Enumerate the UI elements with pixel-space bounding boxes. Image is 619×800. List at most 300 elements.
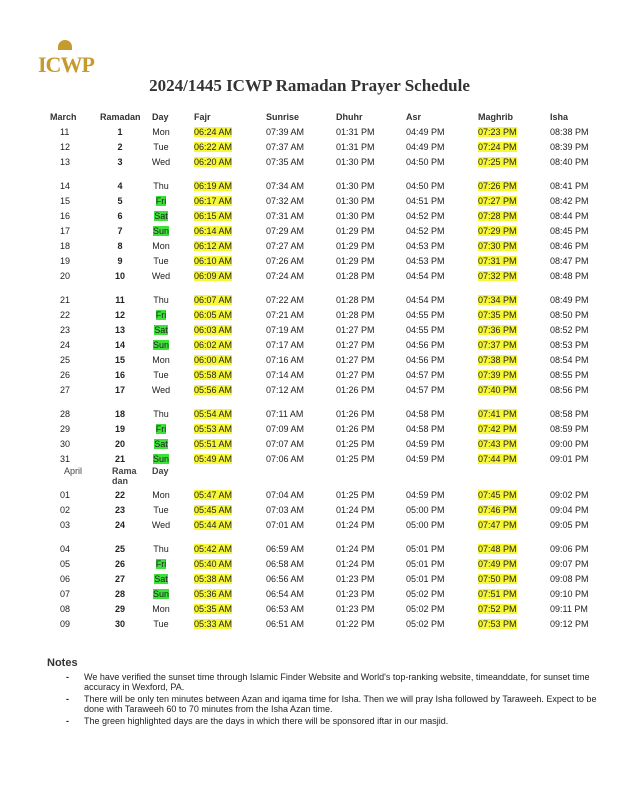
cell-dhuhr: 01:28 PM bbox=[336, 295, 375, 305]
cell-maghrib bbox=[478, 559, 517, 569]
cell-ramadan-day: 12 bbox=[114, 310, 125, 320]
cell-fajr bbox=[194, 340, 232, 350]
cell-isha: 08:38 PM bbox=[550, 127, 589, 137]
cell-weekday: Thu bbox=[153, 181, 169, 191]
cell-maghrib bbox=[478, 256, 517, 266]
cell-dhuhr: 01:31 PM bbox=[336, 127, 375, 137]
cell-maghrib-value: 07:41 PM bbox=[478, 409, 517, 419]
cell-fajr bbox=[194, 370, 232, 380]
cell-weekday bbox=[148, 439, 174, 449]
cell-isha: 09:05 PM bbox=[550, 520, 589, 530]
cell-maghrib-value: 07:34 PM bbox=[478, 295, 517, 305]
cell-date: 26 bbox=[60, 370, 71, 380]
cell-maghrib bbox=[478, 142, 517, 152]
cell-weekday-value: Sun bbox=[152, 226, 169, 236]
cell-sunrise: 07:32 AM bbox=[266, 196, 305, 206]
cell-asr: 05:00 PM bbox=[406, 505, 445, 515]
cell-ramadan-day: 30 bbox=[114, 619, 125, 629]
cell-ramadan-day: 1 bbox=[117, 127, 123, 137]
cell-asr: 05:02 PM bbox=[406, 619, 445, 629]
cell-isha: 09:04 PM bbox=[550, 505, 589, 515]
cell-maghrib-value: 07:49 PM bbox=[478, 559, 517, 569]
cell-fajr bbox=[194, 544, 232, 554]
cell-ramadan-day: 21 bbox=[114, 454, 125, 464]
cell-date: 05 bbox=[60, 559, 71, 569]
cell-asr: 04:49 PM bbox=[406, 142, 445, 152]
cell-isha: 08:40 PM bbox=[550, 157, 589, 167]
cell-weekday bbox=[148, 559, 174, 569]
cell-date: 02 bbox=[60, 505, 71, 515]
cell-maghrib bbox=[478, 310, 517, 320]
cell-fajr-value: 06:09 AM bbox=[194, 271, 233, 281]
cell-fajr-value: 06:12 AM bbox=[194, 241, 233, 251]
cell-asr: 04:55 PM bbox=[406, 325, 445, 335]
cell-asr: 04:57 PM bbox=[406, 370, 445, 380]
cell-weekday-value: Fri bbox=[155, 424, 167, 434]
cell-fajr bbox=[194, 211, 232, 221]
cell-fajr-value: 05:54 AM bbox=[194, 409, 233, 419]
cell-fajr-value: 05:47 AM bbox=[194, 490, 233, 500]
cell-date: 06 bbox=[60, 574, 71, 584]
cell-isha: 08:55 PM bbox=[550, 370, 589, 380]
cell-maghrib bbox=[478, 589, 517, 599]
cell-asr: 04:55 PM bbox=[406, 310, 445, 320]
cell-weekday: Wed bbox=[151, 385, 171, 395]
note-bullet: - bbox=[66, 716, 69, 726]
cell-fajr bbox=[194, 241, 232, 251]
cell-dhuhr: 01:28 PM bbox=[336, 271, 375, 281]
cell-weekday-value: Fri bbox=[155, 196, 167, 206]
cell-maghrib-value: 07:52 PM bbox=[478, 604, 517, 614]
cell-isha: 08:53 PM bbox=[550, 340, 589, 350]
cell-date: 17 bbox=[60, 226, 71, 236]
cell-ramadan-day: 8 bbox=[117, 241, 123, 251]
cell-asr: 05:01 PM bbox=[406, 559, 445, 569]
cell-maghrib-value: 07:51 PM bbox=[478, 589, 517, 599]
cell-asr: 05:02 PM bbox=[406, 589, 445, 599]
cell-maghrib-value: 07:37 PM bbox=[478, 340, 517, 350]
cell-ramadan-day: 4 bbox=[117, 181, 123, 191]
cell-fajr-value: 06:10 AM bbox=[194, 256, 233, 266]
cell-maghrib-value: 07:47 PM bbox=[478, 520, 517, 530]
cell-fajr-value: 06:02 AM bbox=[194, 340, 233, 350]
header-ramadan-april: Rama dan bbox=[112, 466, 137, 486]
cell-sunrise: 06:58 AM bbox=[266, 559, 305, 569]
cell-sunrise: 07:19 AM bbox=[266, 325, 305, 335]
cell-fajr bbox=[194, 157, 232, 167]
cell-ramadan-day: 11 bbox=[115, 295, 125, 305]
cell-isha: 08:50 PM bbox=[550, 310, 589, 320]
cell-ramadan-day: 9 bbox=[117, 256, 123, 266]
cell-isha: 08:54 PM bbox=[550, 355, 589, 365]
cell-fajr bbox=[194, 256, 232, 266]
cell-fajr bbox=[194, 385, 232, 395]
cell-asr: 04:59 PM bbox=[406, 454, 445, 464]
cell-isha: 08:42 PM bbox=[550, 196, 589, 206]
cell-sunrise: 07:17 AM bbox=[266, 340, 305, 350]
cell-weekday-value: Sun bbox=[152, 340, 169, 350]
cell-weekday-value: Sat bbox=[154, 325, 168, 335]
cell-weekday: Tue bbox=[153, 505, 169, 515]
cell-sunrise: 07:16 AM bbox=[266, 355, 305, 365]
cell-weekday-value: Sat bbox=[154, 574, 168, 584]
cell-dhuhr: 01:24 PM bbox=[336, 520, 375, 530]
cell-asr: 05:01 PM bbox=[406, 544, 445, 554]
cell-fajr-value: 05:49 AM bbox=[194, 454, 233, 464]
cell-maghrib bbox=[478, 157, 517, 167]
cell-maghrib-value: 07:27 PM bbox=[478, 196, 517, 206]
cell-dhuhr: 01:26 PM bbox=[336, 424, 375, 434]
cell-sunrise: 07:03 AM bbox=[266, 505, 305, 515]
cell-dhuhr: 01:28 PM bbox=[336, 310, 375, 320]
cell-isha: 08:52 PM bbox=[550, 325, 589, 335]
cell-isha: 08:47 PM bbox=[550, 256, 589, 266]
cell-asr: 04:59 PM bbox=[406, 439, 445, 449]
cell-maghrib-value: 07:28 PM bbox=[478, 211, 517, 221]
cell-date: 24 bbox=[60, 340, 71, 350]
cell-ramadan-day: 27 bbox=[114, 574, 125, 584]
cell-ramadan-day: 19 bbox=[114, 424, 125, 434]
cell-ramadan-day: 3 bbox=[117, 157, 123, 167]
cell-fajr bbox=[194, 574, 232, 584]
cell-weekday: Tue bbox=[153, 256, 169, 266]
cell-maghrib bbox=[478, 439, 517, 449]
cell-sunrise: 07:31 AM bbox=[266, 211, 305, 221]
cell-maghrib bbox=[478, 619, 517, 629]
cell-dhuhr: 01:24 PM bbox=[336, 559, 375, 569]
cell-dhuhr: 01:27 PM bbox=[336, 325, 375, 335]
cell-fajr-value: 06:14 AM bbox=[194, 226, 233, 236]
cell-isha: 08:39 PM bbox=[550, 142, 589, 152]
cell-maghrib bbox=[478, 127, 517, 137]
cell-date: 12 bbox=[60, 142, 71, 152]
cell-fajr-value: 05:51 AM bbox=[194, 439, 233, 449]
cell-ramadan-day: 7 bbox=[117, 226, 123, 236]
cell-weekday: Tue bbox=[153, 619, 169, 629]
cell-fajr bbox=[194, 619, 232, 629]
cell-dhuhr: 01:25 PM bbox=[336, 454, 375, 464]
cell-dhuhr: 01:26 PM bbox=[336, 409, 375, 419]
cell-asr: 05:00 PM bbox=[406, 520, 445, 530]
cell-ramadan-day: 6 bbox=[117, 211, 123, 221]
cell-fajr bbox=[194, 424, 232, 434]
cell-maghrib bbox=[478, 409, 517, 419]
cell-fajr bbox=[194, 454, 232, 464]
cell-weekday: Tue bbox=[153, 370, 169, 380]
cell-fajr-value: 05:44 AM bbox=[194, 520, 233, 530]
header-dhuhr: Dhuhr bbox=[336, 112, 363, 122]
cell-isha: 09:01 PM bbox=[550, 454, 589, 464]
cell-fajr-value: 05:40 AM bbox=[194, 559, 233, 569]
cell-asr: 04:54 PM bbox=[406, 271, 445, 281]
cell-maghrib bbox=[478, 520, 517, 530]
cell-maghrib bbox=[478, 226, 517, 236]
header-asr: Asr bbox=[406, 112, 422, 122]
cell-sunrise: 07:07 AM bbox=[266, 439, 305, 449]
cell-ramadan-day: 22 bbox=[114, 490, 125, 500]
cell-weekday bbox=[148, 196, 174, 206]
cell-maghrib bbox=[478, 370, 517, 380]
cell-dhuhr: 01:29 PM bbox=[336, 241, 375, 251]
cell-fajr-value: 05:38 AM bbox=[194, 574, 233, 584]
cell-maghrib bbox=[478, 181, 517, 191]
cell-isha: 09:10 PM bbox=[550, 589, 589, 599]
cell-ramadan-day: 29 bbox=[114, 604, 125, 614]
cell-isha: 09:00 PM bbox=[550, 439, 589, 449]
cell-dhuhr: 01:30 PM bbox=[336, 211, 375, 221]
cell-maghrib-value: 07:39 PM bbox=[478, 370, 517, 380]
cell-weekday-value: Fri bbox=[155, 559, 167, 569]
cell-maghrib bbox=[478, 544, 517, 554]
cell-weekday-value: Sat bbox=[154, 211, 168, 221]
cell-weekday bbox=[148, 424, 174, 434]
cell-isha: 09:06 PM bbox=[550, 544, 589, 554]
cell-dhuhr: 01:29 PM bbox=[336, 226, 375, 236]
cell-ramadan-day: 23 bbox=[114, 505, 125, 515]
cell-maghrib-value: 07:35 PM bbox=[478, 310, 517, 320]
cell-isha: 08:41 PM bbox=[550, 181, 589, 191]
cell-maghrib-value: 07:42 PM bbox=[478, 424, 517, 434]
header-ramadan: Ramadan bbox=[100, 112, 141, 122]
cell-isha: 09:07 PM bbox=[550, 559, 589, 569]
cell-fajr bbox=[194, 310, 232, 320]
cell-asr: 05:01 PM bbox=[406, 574, 445, 584]
cell-maghrib bbox=[478, 574, 517, 584]
header-maghrib: Maghrib bbox=[478, 112, 513, 122]
header-sunrise: Sunrise bbox=[266, 112, 300, 122]
cell-fajr bbox=[194, 127, 232, 137]
cell-date: 27 bbox=[60, 385, 71, 395]
cell-weekday bbox=[148, 340, 174, 350]
cell-weekday: Wed bbox=[151, 520, 171, 530]
cell-weekday-value: Fri bbox=[155, 310, 167, 320]
cell-maghrib-value: 07:29 PM bbox=[478, 226, 517, 236]
cell-sunrise: 07:14 AM bbox=[266, 370, 305, 380]
page-title: 2024/1445 ICWP Ramadan Prayer Schedule bbox=[149, 76, 470, 95]
cell-sunrise: 07:29 AM bbox=[266, 226, 305, 236]
cell-fajr-value: 06:00 AM bbox=[194, 355, 233, 365]
mosque-dome-icon bbox=[58, 40, 72, 50]
cell-maghrib bbox=[478, 424, 517, 434]
cell-asr: 04:58 PM bbox=[406, 409, 445, 419]
cell-fajr-value: 06:03 AM bbox=[194, 325, 233, 335]
cell-sunrise: 07:27 AM bbox=[266, 241, 305, 251]
cell-isha: 08:58 PM bbox=[550, 409, 589, 419]
cell-asr: 04:50 PM bbox=[406, 157, 445, 167]
cell-sunrise: 07:34 AM bbox=[266, 181, 305, 191]
cell-dhuhr: 01:31 PM bbox=[336, 142, 375, 152]
cell-isha: 09:08 PM bbox=[550, 574, 589, 584]
cell-sunrise: 07:09 AM bbox=[266, 424, 305, 434]
cell-fajr bbox=[194, 142, 232, 152]
cell-date: 22 bbox=[60, 310, 71, 320]
cell-ramadan-day: 10 bbox=[114, 271, 125, 281]
cell-date: 21 bbox=[60, 295, 71, 305]
cell-asr: 04:53 PM bbox=[406, 256, 445, 266]
cell-isha: 09:12 PM bbox=[550, 619, 589, 629]
cell-fajr-value: 06:22 AM bbox=[194, 142, 233, 152]
header-isha: Isha bbox=[550, 112, 569, 122]
cell-date: 01 bbox=[60, 490, 71, 500]
cell-maghrib-value: 07:30 PM bbox=[478, 241, 517, 251]
cell-ramadan-day: 14 bbox=[114, 340, 125, 350]
cell-maghrib bbox=[478, 490, 517, 500]
cell-fajr bbox=[194, 271, 232, 281]
cell-date: 07 bbox=[60, 589, 71, 599]
cell-asr: 05:02 PM bbox=[406, 604, 445, 614]
cell-asr: 04:52 PM bbox=[406, 211, 445, 221]
cell-date: 15 bbox=[60, 196, 71, 206]
cell-sunrise: 07:04 AM bbox=[266, 490, 305, 500]
cell-date: 04 bbox=[60, 544, 71, 554]
cell-maghrib bbox=[478, 505, 517, 515]
cell-fajr-value: 05:56 AM bbox=[194, 385, 233, 395]
header-month: March bbox=[50, 112, 77, 122]
cell-fajr-value: 06:20 AM bbox=[194, 157, 233, 167]
cell-weekday bbox=[148, 574, 174, 584]
cell-sunrise: 07:22 AM bbox=[266, 295, 305, 305]
cell-sunrise: 07:01 AM bbox=[266, 520, 305, 530]
cell-isha: 08:44 PM bbox=[550, 211, 589, 221]
cell-maghrib bbox=[478, 325, 517, 335]
cell-fajr bbox=[194, 295, 232, 305]
cell-fajr-value: 06:17 AM bbox=[194, 196, 233, 206]
header-fajr: Fajr bbox=[194, 112, 211, 122]
cell-fajr bbox=[194, 439, 232, 449]
cell-sunrise: 06:54 AM bbox=[266, 589, 305, 599]
cell-ramadan-day: 18 bbox=[114, 409, 125, 419]
cell-dhuhr: 01:24 PM bbox=[336, 544, 375, 554]
cell-date: 09 bbox=[60, 619, 71, 629]
cell-fajr-value: 06:07 AM bbox=[194, 295, 233, 305]
cell-dhuhr: 01:23 PM bbox=[336, 574, 375, 584]
cell-asr: 04:57 PM bbox=[406, 385, 445, 395]
cell-weekday: Thu bbox=[153, 544, 169, 554]
cell-asr: 04:53 PM bbox=[406, 241, 445, 251]
cell-date: 29 bbox=[60, 424, 71, 434]
cell-date: 30 bbox=[60, 439, 71, 449]
cell-dhuhr: 01:25 PM bbox=[336, 439, 375, 449]
cell-ramadan-day: 16 bbox=[114, 370, 125, 380]
cell-fajr-value: 05:33 AM bbox=[194, 619, 233, 629]
cell-sunrise: 07:39 AM bbox=[266, 127, 305, 137]
notes-title: Notes bbox=[47, 657, 78, 669]
cell-weekday: Wed bbox=[151, 271, 171, 281]
cell-weekday bbox=[148, 325, 174, 335]
cell-sunrise: 06:56 AM bbox=[266, 574, 305, 584]
cell-maghrib bbox=[478, 295, 517, 305]
cell-dhuhr: 01:27 PM bbox=[336, 340, 375, 350]
cell-weekday: Mon bbox=[152, 490, 170, 500]
cell-weekday: Wed bbox=[151, 157, 171, 167]
cell-isha: 08:56 PM bbox=[550, 385, 589, 395]
cell-date: 28 bbox=[60, 409, 71, 419]
cell-sunrise: 07:21 AM bbox=[266, 310, 305, 320]
cell-sunrise: 07:24 AM bbox=[266, 271, 305, 281]
cell-isha: 08:59 PM bbox=[550, 424, 589, 434]
cell-isha: 08:49 PM bbox=[550, 295, 589, 305]
cell-weekday bbox=[148, 454, 174, 464]
cell-maghrib-value: 07:45 PM bbox=[478, 490, 517, 500]
cell-dhuhr: 01:30 PM bbox=[336, 181, 375, 191]
cell-maghrib bbox=[478, 196, 517, 206]
cell-date: 16 bbox=[60, 211, 71, 221]
cell-fajr bbox=[194, 226, 232, 236]
cell-maghrib-value: 07:32 PM bbox=[478, 271, 517, 281]
cell-maghrib-value: 07:44 PM bbox=[478, 454, 517, 464]
cell-ramadan-day: 17 bbox=[114, 385, 125, 395]
cell-fajr bbox=[194, 196, 232, 206]
note-bullet: - bbox=[66, 672, 69, 682]
cell-weekday-value: Sat bbox=[154, 439, 168, 449]
cell-ramadan-day: 24 bbox=[114, 520, 125, 530]
cell-fajr-value: 05:58 AM bbox=[194, 370, 233, 380]
cell-sunrise: 07:06 AM bbox=[266, 454, 305, 464]
cell-fajr-value: 06:24 AM bbox=[194, 127, 233, 137]
cell-maghrib-value: 07:25 PM bbox=[478, 157, 517, 167]
cell-maghrib bbox=[478, 385, 517, 395]
cell-maghrib bbox=[478, 271, 517, 281]
cell-maghrib bbox=[478, 355, 517, 365]
cell-ramadan-day: 20 bbox=[114, 439, 125, 449]
cell-maghrib-value: 07:23 PM bbox=[478, 127, 517, 137]
cell-asr: 04:51 PM bbox=[406, 196, 445, 206]
logo-text: ICWP bbox=[38, 52, 94, 77]
cell-dhuhr: 01:24 PM bbox=[336, 505, 375, 515]
cell-weekday bbox=[148, 211, 174, 221]
cell-maghrib bbox=[478, 454, 517, 464]
cell-maghrib-value: 07:43 PM bbox=[478, 439, 517, 449]
cell-sunrise: 07:12 AM bbox=[266, 385, 305, 395]
cell-date: 11 bbox=[60, 127, 70, 137]
cell-fajr-value: 05:45 AM bbox=[194, 505, 233, 515]
cell-ramadan-day: 5 bbox=[117, 196, 123, 206]
cell-dhuhr: 01:29 PM bbox=[336, 256, 375, 266]
cell-fajr bbox=[194, 505, 232, 515]
cell-weekday: Mon bbox=[152, 604, 170, 614]
cell-fajr bbox=[194, 589, 232, 599]
cell-date: 13 bbox=[60, 157, 71, 167]
cell-fajr bbox=[194, 181, 232, 191]
cell-ramadan-day: 25 bbox=[114, 544, 125, 554]
cell-maghrib bbox=[478, 340, 517, 350]
cell-maghrib bbox=[478, 241, 517, 251]
cell-asr: 04:59 PM bbox=[406, 490, 445, 500]
header-day-april: Day bbox=[152, 466, 169, 476]
header-day: Day bbox=[152, 112, 169, 122]
cell-fajr-value: 06:15 AM bbox=[194, 211, 233, 221]
cell-asr: 04:49 PM bbox=[406, 127, 445, 137]
cell-dhuhr: 01:27 PM bbox=[336, 370, 375, 380]
cell-date: 23 bbox=[60, 325, 71, 335]
cell-dhuhr: 01:22 PM bbox=[336, 619, 375, 629]
cell-maghrib-value: 07:26 PM bbox=[478, 181, 517, 191]
cell-maghrib-value: 07:36 PM bbox=[478, 325, 517, 335]
cell-fajr bbox=[194, 490, 232, 500]
cell-fajr bbox=[194, 520, 232, 530]
cell-dhuhr: 01:25 PM bbox=[336, 490, 375, 500]
cell-sunrise: 06:51 AM bbox=[266, 619, 305, 629]
cell-date: 31 bbox=[60, 454, 71, 464]
cell-weekday bbox=[148, 589, 174, 599]
cell-isha: 08:45 PM bbox=[550, 226, 589, 236]
cell-fajr-value: 05:42 AM bbox=[194, 544, 233, 554]
cell-weekday-value: Sun bbox=[152, 589, 169, 599]
cell-fajr bbox=[194, 409, 232, 419]
note-1: We have verified the sunset time through Islamic Finder Website and World's top-ranking website, timeanddate, for sunset time accuracy in Wexford, PA. bbox=[84, 672, 590, 692]
cell-dhuhr: 01:23 PM bbox=[336, 604, 375, 614]
cell-maghrib-value: 07:38 PM bbox=[478, 355, 517, 365]
